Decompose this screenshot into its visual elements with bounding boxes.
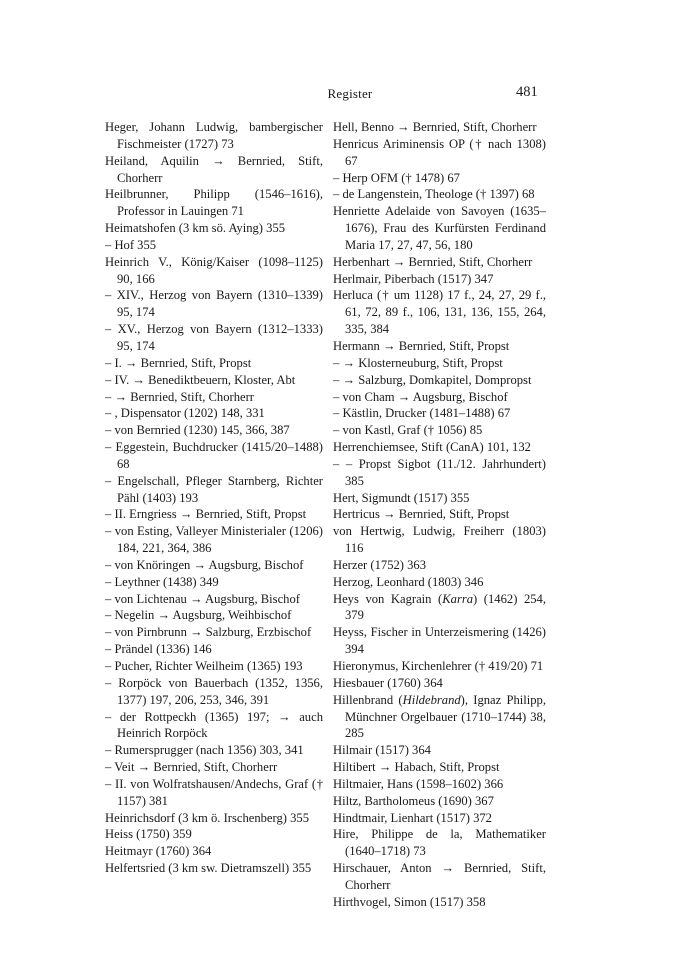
index-entry: – – Propst Sigbot (11./12. Jahrhundert) 385: [333, 456, 546, 488]
index-entry: – II. Erngriess → Bernried, Stift, Propst: [105, 507, 307, 522]
index-entry: Herrenchiemsee, Stift (CanA) 101, 132: [333, 440, 531, 455]
index-entry: Heyss, Fischer in Unterzeismering (1426) 394: [333, 625, 546, 657]
index-entry: Hell, Benno → Bernried, Stift, Chorherr: [333, 120, 537, 134]
index-entry: – II. von Wolfratshausen/Andechs, Graf († 1157) 381: [105, 776, 323, 808]
index-entry: – de Langenstein, Theologe († 1397) 68: [333, 187, 535, 202]
index-entry: – Leythner (1438) 349: [105, 574, 219, 589]
index-entry: – von Cham → Augsburg, Bischof: [333, 389, 508, 404]
index-entry: Hirschauer, Anton → Bernried, Stift, Chorherr: [333, 861, 546, 892]
index-entry: – XIV., Herzog von Bayern (1310–1339) 95, 174: [105, 288, 323, 320]
index-entry: Hermann → Bernried, Stift, Propst: [333, 338, 510, 353]
running-head: Register: [327, 86, 373, 101]
index-entry: Hillenbrand (Hildebrand), Ignaz Philipp, Münchner Orgelbauer (1710–1744) 38, 285: [333, 692, 546, 741]
index-entry: – Veit → Bernried, Stift, Chorherr: [105, 760, 278, 775]
index-entry: – → Bernried, Stift, Chorherr: [105, 389, 254, 404]
index-entry: – IV. → Benediktbeuern, Kloster, Abt: [105, 372, 296, 387]
index-entry: Herlmair, Piberbach (1517) 347: [333, 271, 494, 286]
index-entry: – Herp OFM († 1478) 67: [333, 170, 460, 185]
index-entry: – XV., Herzog von Bayern (1312–1333) 95, 174: [105, 322, 323, 353]
index-entry: Herzer (1752) 363: [333, 557, 427, 572]
index-entry: Hiesbauer (1760) 364: [333, 675, 443, 690]
index-entry: Hire, Philippe de la, Mathematiker (1640–1718) 73: [333, 827, 546, 859]
index-entry: – Engelschall, Pfleger Starnberg, Richter Pähl (1403) 193: [105, 473, 323, 505]
index-entry: Heilbrunner, Philipp (1546–1616), Professor in Lauingen 71: [105, 187, 323, 219]
index-entry: – Kästlin, Drucker (1481–1488) 67: [333, 406, 511, 421]
index-entry: Helfertsried (3 km sw. Dietramszell) 355: [105, 861, 312, 876]
index-entry: – von Esting, Valleyer Ministerialer (1206) 184, 221, 364, 386: [105, 524, 323, 556]
index-column-right: [333, 119, 546, 911]
index-entry: Hirthvogel, Simon (1517) 358: [333, 894, 486, 909]
index-entry: Herzog, Leonhard (1803) 346: [333, 574, 484, 589]
index-entry: – Eggestein, Buchdrucker (1415/20–1488) 68: [105, 440, 323, 471]
index-entry: Hieronymus, Kirchenlehrer († 419/20) 71: [333, 659, 544, 673]
index-entry: – Rumersprugger (nach 1356) 303, 341: [105, 743, 304, 758]
index-entry: Hertricus → Bernried, Stift, Propst: [333, 507, 510, 522]
index-entry: Henriette Adelaide von Savoyen (1635–1676), Frau des Kurfürsten Ferdinand Maria 17, 27, 47, 56, 180: [333, 204, 546, 252]
index-entry: Heiss (1750) 359: [105, 827, 192, 842]
index-entry: – , Dispensator (1202) 148, 331: [105, 406, 265, 421]
index-entry: Henricus Ariminensis OP († nach 1308) 67: [333, 136, 546, 168]
index-entry: Herluca († um 1128) 17 f., 24, 27, 29 f., 61, 72, 89 f., 106, 131, 136, 155, 264, 335, 384: [333, 288, 546, 337]
index-entry: Hiltmaier, Hans (1598–1602) 366: [333, 776, 504, 791]
index-entry: Heitmayr (1760) 364: [105, 844, 212, 859]
index-entry: Herbenhart → Bernried, Stift, Chorherr: [333, 254, 533, 269]
index-entry: – der Rottpeckh (1365) 197; → auch Heinrich Rorpöck: [105, 709, 323, 741]
index-entry: – Negelin → Augsburg, Weihbischof: [105, 608, 292, 623]
index-entry: – → Klosterneuburg, Stift, Propst: [333, 355, 503, 370]
index-entry: Heiland, Aquilin → Bernried, Stift, Chorherr: [105, 153, 323, 185]
index-entry: Heinrichsdorf (3 km ö. Irschenberg) 355: [105, 810, 310, 825]
index-entry: Heger, Johann Ludwig, bambergischer Fischmeister (1727) 73: [105, 120, 323, 151]
index-entry: Hiltibert → Habach, Stift, Propst: [333, 760, 500, 775]
index-entry: Hindtmair, Lienhart (1517) 372: [333, 810, 492, 825]
index-entry: – von Kastl, Graf († 1056) 85: [333, 423, 483, 438]
index-entry: – → Salzburg, Domkapitel, Dompropst: [333, 372, 532, 387]
page-number: 481: [516, 84, 538, 100]
index-entry: – Rorpöck von Bauerbach (1352, 1356, 1377) 197, 206, 253, 346, 391: [105, 675, 323, 707]
index-entry: – I. → Bernried, Stift, Propst: [105, 355, 252, 370]
index-entry: – von Knöringen → Augsburg, Bischof: [105, 557, 304, 572]
index-entry: – Pucher, Richter Weilheim (1365) 193: [105, 659, 303, 673]
index-entry: von Hertwig, Ludwig, Freiherr (1803) 116: [333, 524, 546, 556]
index-entry: Hilmair (1517) 364: [333, 743, 431, 758]
index-entry: Hert, Sigmundt (1517) 355: [333, 490, 470, 505]
index-entry: Heinrich V., König/Kaiser (1098–1125) 90, 166: [105, 254, 323, 286]
index-entry: – Hof 355: [105, 237, 157, 252]
index-entry: – von Lichtenau → Augsburg, Bischof: [105, 591, 300, 606]
index-column-left: [105, 119, 323, 877]
index-entry: Hiltz, Bartholomeus (1690) 367: [333, 793, 494, 808]
index-entry: Heimatshofen (3 km sö. Aying) 355: [105, 221, 286, 236]
index-entry: Heys von Kagrain (Karra) (1462) 254, 379: [333, 591, 546, 623]
index-entry: – von Pirnbrunn → Salzburg, Erzbischof: [105, 625, 312, 640]
index-entry: – von Bernried (1230) 145, 366, 387: [105, 423, 290, 438]
index-entry: – Prändel (1336) 146: [105, 642, 212, 657]
